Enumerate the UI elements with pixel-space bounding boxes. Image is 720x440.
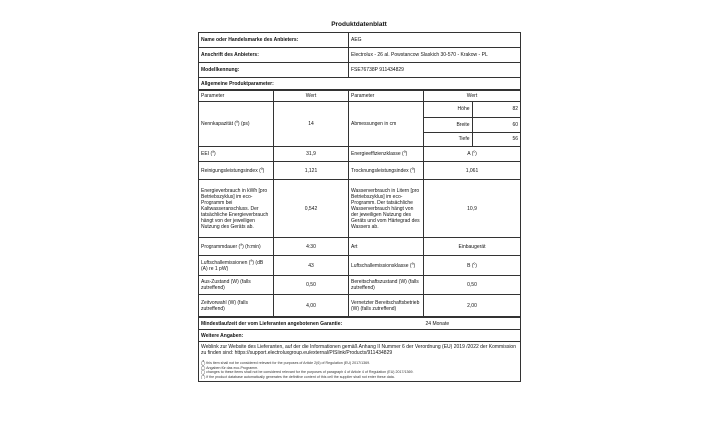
standby-label: Bereitschaftszustand (W) (falls zutreffend) <box>349 276 424 295</box>
dimensions-label: Abmessungen in cm <box>349 102 424 147</box>
drying-label: Trocknungsleistungsindex ($^a$) <box>349 162 424 180</box>
eei-label: EEI ($^a$) <box>199 147 274 162</box>
dimensions-table <box>424 102 520 146</box>
model-id-row <box>199 63 521 78</box>
footer-table <box>198 317 521 382</box>
supplier-name-row <box>199 33 521 48</box>
off-mode-label: Aus-Zustand (W) (falls zutreffend) <box>199 276 274 295</box>
weblink-text: Weblink zur Website des Lieferanten, auf der die Informationen gemäß Anhang II Nummer 6 der Verordnung (EU) 2019 /2022 der Kommission zu finden sind: https://support.electroluxgroup.eu/external/PISlink/Products/911434829 <box>199 342 521 360</box>
cleaning-label: Reinigungsleistungsindex ($^a$) <box>199 162 274 180</box>
off-mode-row <box>199 276 521 295</box>
standby-value: 0,50 <box>424 276 521 295</box>
duration-row <box>199 238 521 256</box>
consumption-row <box>199 180 521 238</box>
weblink-row <box>199 342 521 360</box>
energy-class-value: A ($^c$) <box>424 147 521 162</box>
more-info-label: Weitere Angaben: <box>199 330 521 342</box>
supplier-address-label: Anschrift des Anbieters: <box>199 48 349 63</box>
col-param-left: Parameter <box>199 91 274 102</box>
energy-consumption-label: Energieverbrauch in kWh [pro Betriebszyklus] im eco-Programm bei Kaltwasseranschluss. Der tatsächliche Energieverbrauch hängt von der jeweiligen Nutzung des Geräts ab. <box>199 180 274 238</box>
warranty-value: 24 Monate <box>424 318 521 330</box>
dim-height-value: 82 <box>472 102 520 117</box>
type-value: Einbaugerät <box>424 238 521 256</box>
noise-value: 43 <box>274 256 349 276</box>
delay-start-row <box>199 295 521 317</box>
supplier-address-value: Electrolux - 26 al. Powstancow Slaskich 30-570 - Krakow - PL <box>349 48 521 63</box>
noise-label: Luftschallemissionen ($^a$) (dB (A) re 1 pW) <box>199 256 274 276</box>
dim-height-label: Höhe <box>424 102 472 117</box>
dimensions-cell <box>424 102 521 147</box>
capacity-label: Nennkapazität ($^a$) (ps) <box>199 102 274 147</box>
warranty-row <box>199 318 521 330</box>
params-table <box>198 90 521 317</box>
footnotes <box>199 359 521 382</box>
delay-start-label: Zeitvorwahl (W) (falls zutreffend) <box>199 295 274 317</box>
noise-row <box>199 256 521 276</box>
params-header-row <box>199 91 521 102</box>
capacity-row <box>199 102 521 147</box>
cleaning-row <box>199 162 521 180</box>
footnote-d: ($^d$) if the product database automatically generates the definitive content of this cell the supplier shall not enter these data. <box>201 372 395 379</box>
footnote-b: ($^b$) Angaben für das eco-Programm. <box>201 363 259 370</box>
duration-value: 4:30 <box>274 238 349 256</box>
water-consumption-value: 10,9 <box>424 180 521 238</box>
delay-start-value: 4,00 <box>274 295 349 317</box>
dim-width-label: Breite <box>424 117 472 132</box>
model-id-value: FSE76738P 911434829 <box>349 63 521 78</box>
water-consumption-label: Wasserverbrauch in Litern [pro Betriebszyklus] im eco-Programm. Der tatsächliche Wasserverbrauch hängt von der jeweiligen Nutzung des Geräts und vom Härtegrad des Wassers ab. <box>349 180 424 238</box>
networked-standby-label: Vernetzter Bereitschaftsbetrieb (W) (falls zutreffend) <box>349 295 424 317</box>
supplier-name-label: Name oder Handelsmarke des Anbieters: <box>199 33 349 48</box>
footnote-c: ($^c$) changes to these items shall not be considered relevant for the purposes of paragraph 4 of Article 4 of Regulation (EU) 2017/1369. <box>201 368 414 375</box>
more-info-row <box>199 330 521 342</box>
type-label: Art <box>349 238 424 256</box>
supplier-address-row <box>199 48 521 63</box>
capacity-value: 14 <box>274 102 349 147</box>
eei-value: 31,9 <box>274 147 349 162</box>
dim-depth-label: Tiefe <box>424 132 472 146</box>
dim-depth-value: 56 <box>472 132 520 146</box>
noise-class-value: B ($^c$) <box>424 256 521 276</box>
eei-row <box>199 147 521 162</box>
sheet-title: Produktdatenblatt <box>331 21 387 28</box>
col-param-right: Parameter <box>349 91 424 102</box>
warranty-label: Mindestlaufzeit der vom Lieferanten angebotenen Garantie: <box>199 318 424 330</box>
header-table <box>198 32 521 90</box>
product-data-sheet <box>198 18 520 382</box>
supplier-name-value: AEG <box>349 33 521 48</box>
energy-class-label: Energieeffizienzklasse ($^a$) <box>349 147 424 162</box>
duration-label: Programmdauer ($^a$) (h:min) <box>199 238 274 256</box>
footnotes-row <box>199 359 521 382</box>
energy-consumption-value: 0,542 <box>274 180 349 238</box>
col-value-left: Wert <box>274 91 349 102</box>
off-mode-value: 0,50 <box>274 276 349 295</box>
footnote-a: ($^a$) this item shall not be considered relevant for the purposes of Article 2(6) of Regulation (EU) 2017/1369. <box>201 359 371 366</box>
noise-class-label: Luftschallemissionsklasse ($^a$) <box>349 256 424 276</box>
drying-value: 1,061 <box>424 162 521 180</box>
general-params-label: Allgemeine Produktparameter: <box>199 78 521 90</box>
general-params-row <box>199 78 521 90</box>
networked-standby-value: 2,00 <box>424 295 521 317</box>
col-value-right: Wert <box>424 91 521 102</box>
dim-width-value: 60 <box>472 117 520 132</box>
model-id-label: Modellkennung: <box>199 63 349 78</box>
cleaning-value: 1,121 <box>274 162 349 180</box>
